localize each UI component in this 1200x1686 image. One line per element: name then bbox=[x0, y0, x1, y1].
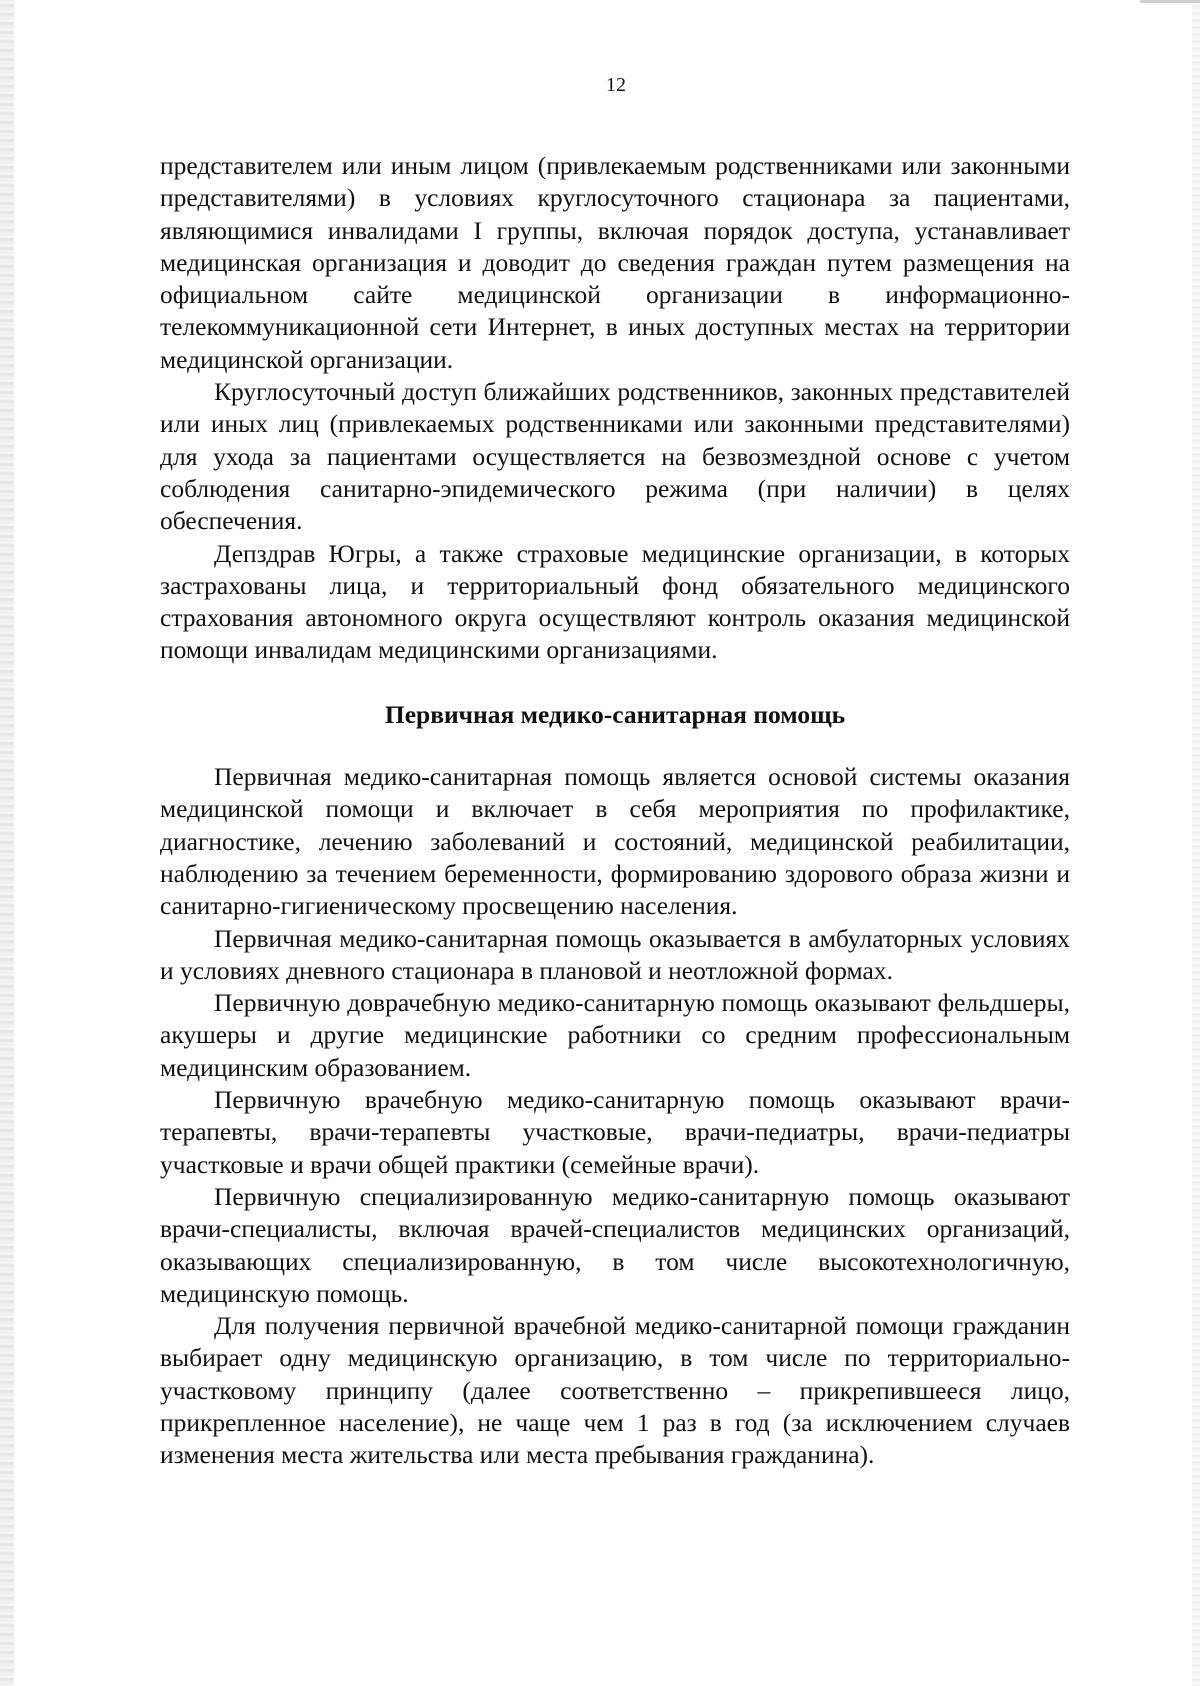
paragraph-specialized-care: Первичную специализированную медико-санитарную помощь оказывают врачи-специалисты, включая врачей-специалистов медицинских организаций, оказывающих специализированную, в том числе высокотехнологичную, медицинскую помощь. bbox=[160, 1181, 1070, 1308]
paragraph-primary-care-conditions: Первичная медико-санитарная помощь оказывается в амбулаторных условиях и условиях дневного стационара в плановой и неотложной формах. bbox=[160, 923, 1070, 985]
scan-edge-right bbox=[1192, 0, 1200, 1686]
page-number: 12 bbox=[606, 74, 626, 96]
scan-edge-left bbox=[0, 0, 14, 1686]
section-title: Первичная медико-санитарная помощь bbox=[384, 699, 846, 729]
paragraph-organization-choice: Для получения первичной врачебной медико-санитарной помощи гражданин выбирает одну медицинскую организацию, в том числе по территориально-участковому принципу (далее соответственно – прикрепившееся лицо, прикрепленное население), не чаще чем 1 раз в год (за исключением случаев изменения места жительства или места пребывания гражданина). bbox=[160, 1311, 1070, 1470]
document-body bbox=[160, 150, 1070, 1472]
paragraph-round-the-clock-access: Круглосуточный доступ ближайших родственников, законных представителей или иных лиц (привлекаемых родственниками или законными представителями) для ухода за пациентами осуществляется на безвозмездной основе с учетом соблюдения санитарно-эпидемического режима (при наличии) в целях обеспечения. bbox=[160, 377, 1070, 536]
scan-top-mark bbox=[1140, 0, 1200, 3]
paragraph-medical-care: Первичную врачебную медико-санитарную помощь оказывают врачи-терапевты, врачи-терапевты участковые, врачи-педиатры, врачи-педиатры участковые и врачи общей практики (семейные врачи). bbox=[160, 1085, 1070, 1179]
paragraph-pre-medical-care: Первичную доврачебную медико-санитарную помощь оказывают фельдшеры, акушеры и другие медицинские работники со средним профессиональным медицинским образованием. bbox=[160, 988, 1070, 1082]
paragraph-primary-care-definition: Первичная медико-санитарная помощь является основой системы оказания медицинской помощи и включает в себя мероприятия по профилактике, диагностике, лечению заболеваний и состояний, медицинской реабилитации, наблюдению за течением беременности, формированию здорового образа жизни и санитарно-гигиеническому просвещению населения. bbox=[160, 762, 1070, 921]
paragraph-control: Депздрав Югры, а также страховые медицинские организации, в которых застрахованы лица, и территориальный фонд обязательного медицинского страхования автономного округа осуществляют контроль оказания медицинской помощи инвалидам медицинскими организациями. bbox=[160, 538, 1070, 665]
paragraph-continuation: представителем или иным лицом (привлекаемым родственниками или законными представителями) в условиях круглосуточного стационара за пациентами, являющимися инвалидами I группы, включая порядок доступа, устанавливает медицинская организация и доводит до сведения граждан путем размещения на официальном сайте медицинской организации в информационно-телекоммуникационной сети Интернет, в иных доступных местах на территории медицинской организации. bbox=[160, 151, 1070, 374]
